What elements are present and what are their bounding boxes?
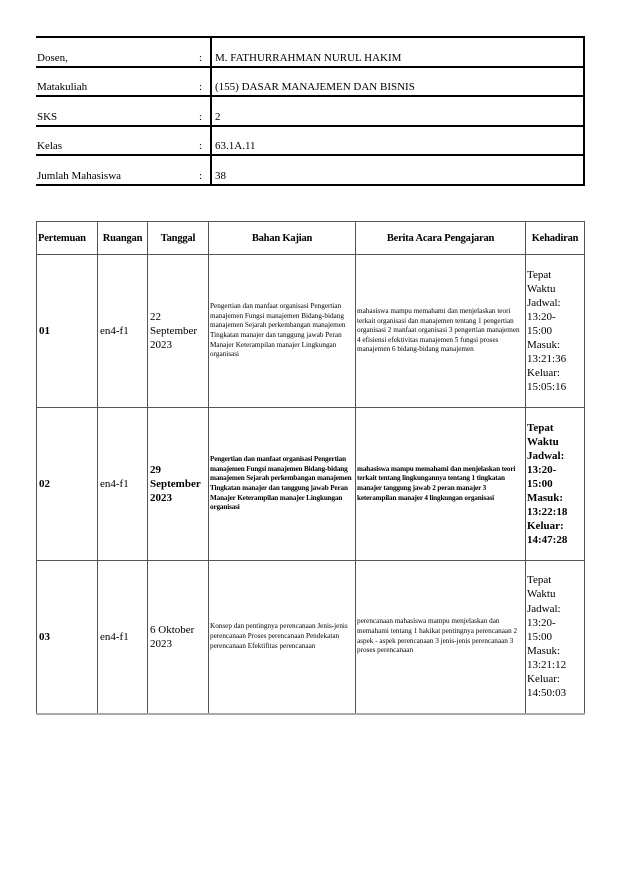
info-value-students: 38	[211, 155, 584, 185]
header-room: Ruangan	[98, 222, 148, 255]
header-meeting: Pertemuan	[37, 222, 98, 255]
info-row-course	[36, 67, 584, 97]
teaching-report: perencanaan mahasiswa mampu menjelaskan dan memahami tentang 1 hakikat pentingnya perencanaan 2 aspek - aspek perencanaan 3 jenis-jenis perencanaan 3 proses perencanaan	[356, 561, 526, 714]
room: en4-f1	[98, 255, 148, 408]
material: Pengertian dan manfaat organisasi Pengertian manajemen Fungsi manajemen Bidang-bidang manajemen Sejarah perkembangan manajemen Tingkatan manajer dan tanggung jawab Peran Manajer Keterampilan manajer Lingkungan organisasi	[209, 408, 356, 561]
info-row-credits	[36, 96, 584, 126]
info-label: Dosen,	[36, 37, 191, 67]
attendance-table	[36, 221, 585, 715]
table-row	[37, 561, 585, 714]
attendance-header-row	[37, 222, 585, 255]
info-separator: :	[191, 126, 211, 156]
info-value-course: (155) DASAR MANAJEMEN DAN BISNIS	[211, 67, 584, 97]
material: Konsep dan pentingnya perencanaan Jenis-jenis perencanaan Proses perencanaan Pendekatan perencanaan Efektifitas perencanaan	[209, 561, 356, 714]
info-label: SKS	[36, 96, 191, 126]
header-date: Tanggal	[148, 222, 209, 255]
teaching-report: mahasiswa mampu memahami dan menjelaskan teori terkait tentang lingkungannya tentang 1 tingkatan manajer tanggung jawab 2 peran manajer 3 keterampilan manajer 4 lingkungan organisasi	[356, 408, 526, 561]
info-label: Matakuliah	[36, 67, 191, 97]
info-separator: :	[191, 96, 211, 126]
date: 6 Oktober 2023	[148, 561, 209, 714]
info-separator: :	[191, 37, 211, 67]
teaching-report: mahasiswa mampu memahami dan menjelaskan teori terkait organisasi dan manajemen tentang 1 pengertian organisasi 2 manfaat organisasi 3 pengertian manajemen 4 efisiensi efektivitas manajemen 5 fungsi proses manajemen 6 bidang-bidang manajemen	[356, 255, 526, 408]
info-row-lecturer	[36, 37, 584, 67]
info-value-class: 63.1A.11	[211, 126, 584, 156]
presence: Tepat Waktu Jadwal: 13:20- 15:00 Masuk: 13:21:36 Keluar: 15:05:16	[526, 255, 585, 408]
header-material: Bahan Kajian	[209, 222, 356, 255]
meeting-number: 01	[37, 255, 98, 408]
date: 22 September 2023	[148, 255, 209, 408]
info-value-credits: 2	[211, 96, 584, 126]
info-row-students	[36, 155, 584, 185]
info-row-class	[36, 126, 584, 156]
course-info-table	[36, 36, 585, 186]
info-separator: :	[191, 67, 211, 97]
info-value-lecturer: M. FATHURRAHMAN NURUL HAKIM	[211, 37, 584, 67]
info-separator: :	[191, 155, 211, 185]
header-report: Berita Acara Pengajaran	[356, 222, 526, 255]
date: 29 September 2023	[148, 408, 209, 561]
info-label: Jumlah Mahasiswa	[36, 155, 191, 185]
table-row	[37, 408, 585, 561]
header-presence: Kehadiran	[526, 222, 585, 255]
table-row	[37, 255, 585, 408]
meeting-number: 02	[37, 408, 98, 561]
presence: Tepat Waktu Jadwal: 13:20- 15:00 Masuk: 13:21:12 Keluar: 14:50:03	[526, 561, 585, 714]
room: en4-f1	[98, 561, 148, 714]
room: en4-f1	[98, 408, 148, 561]
presence: Tepat Waktu Jadwal: 13:20- 15:00 Masuk: 13:22:18 Keluar: 14:47:28	[526, 408, 585, 561]
material: Pengertian dan manfaat organisasi Pengertian manajemen Fungsi manajemen Bidang-bidang manajemen Sejarah perkembangan manajemen Tingkatan manajer dan tanggung jawab Peran Manajer Keterampilan manajer Lingkungan organisasi	[209, 255, 356, 408]
info-label: Kelas	[36, 126, 191, 156]
meeting-number: 03	[37, 561, 98, 714]
